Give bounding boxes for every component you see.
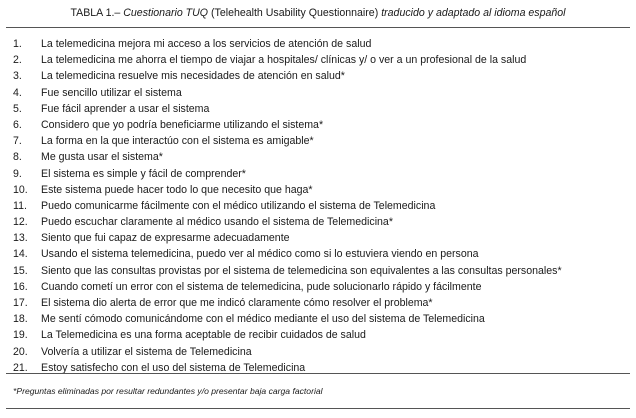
table-title-middle: (Telehealth Usability Questionnaire) [211, 7, 379, 19]
question-text: Puedo escuchar claramente al médico usando el sistema de Telemedicina* [41, 216, 393, 229]
question-number: 19. [13, 329, 28, 342]
question-text: Puedo comunicarme fácilmente con el médico utilizando el sistema de Telemedicina [41, 199, 436, 212]
top-rule [6, 27, 630, 28]
question-text: Estoy satisfecho con el uso del sistema de Telemedicina [41, 361, 306, 374]
question-number: 13. [13, 232, 28, 245]
question-item [0, 198, 636, 214]
footnote: *Preguntas eliminadas por resultar redundantes y/o presentar baja carga factorial [13, 386, 323, 396]
question-item [0, 263, 636, 279]
question-item [0, 101, 636, 117]
question-number: 4. [13, 86, 22, 99]
question-item [0, 52, 636, 68]
question-item [0, 36, 636, 52]
table-title-prefix: TABLA 1.– [70, 7, 121, 19]
question-item [0, 214, 636, 230]
question-number: 6. [13, 118, 22, 131]
question-text: Fue fácil aprender a usar el sistema [41, 102, 210, 115]
question-number: 8. [13, 151, 22, 164]
question-number: 14. [13, 248, 28, 261]
footnote-rule [6, 373, 630, 374]
question-item [0, 182, 636, 198]
question-item [0, 279, 636, 295]
question-number: 3. [13, 70, 22, 83]
table-title [0, 6, 636, 20]
question-text: La forma en la que interactúo con el sistema es amigable* [41, 135, 314, 148]
question-item [0, 149, 636, 165]
question-text: Me gusta usar el sistema* [41, 151, 163, 164]
question-item [0, 327, 636, 343]
question-number: 16. [13, 280, 28, 293]
question-number: 20. [13, 345, 28, 358]
question-item [0, 246, 636, 262]
question-text: La Telemedicina es una forma aceptable de recibir cuidados de salud [41, 329, 366, 342]
question-text: La telemedicina mejora mi acceso a los servicios de atención de salud [41, 38, 372, 50]
question-item [0, 295, 636, 311]
question-text: Usando el sistema telemedicina, puedo ver al médico como si lo estuviera viendo en persona [41, 248, 479, 261]
question-number: 11. [13, 199, 27, 212]
question-text: Considero que yo podría beneficiarme utilizando el sistema* [41, 118, 324, 131]
question-text: Cuando cometí un error con el sistema de telemedicina, pude solucionarlo rápido y fácilmente [41, 280, 482, 293]
question-text: Siento que las consultas provistas por el sistema de telemedicina son equivalentes a las consultas personales* [41, 264, 562, 277]
question-text: Este sistema puede hacer todo lo que necesito que haga* [41, 183, 313, 196]
question-item [0, 133, 636, 149]
question-item [0, 311, 636, 327]
table-title-suffix: traducido y adaptado al idioma español [381, 7, 566, 19]
question-number: 10. [13, 183, 28, 196]
question-list [0, 36, 636, 376]
question-number: 21. [13, 361, 28, 374]
bottom-rule [6, 408, 630, 409]
question-text: La telemedicina resuelve mis necesidades de atención en salud* [41, 70, 345, 83]
question-number: 15. [13, 264, 28, 277]
question-text: La telemedicina me ahorra el tiempo de viajar a hospitales/ clínicas y/ o ver a un profesional de la salud [41, 54, 527, 67]
question-text: Siento que fui capaz de expresarme adecuadamente [41, 232, 290, 245]
question-item [0, 230, 636, 246]
question-text: Fue sencillo utilizar el sistema [41, 86, 182, 99]
question-item [0, 117, 636, 133]
question-item [0, 85, 636, 101]
question-number: 17. [13, 297, 28, 309]
question-number: 5. [13, 102, 22, 115]
question-number: 2. [13, 54, 22, 67]
question-text: El sistema es simple y fácil de comprender* [41, 167, 246, 180]
question-item [0, 344, 636, 360]
question-number: 12. [13, 216, 28, 229]
question-text: El sistema dio alerta de error que me indicó claramente cómo resolver el problema* [41, 297, 433, 309]
question-item [0, 166, 636, 182]
table-title-italic: Cuestionario TUQ [123, 7, 209, 19]
question-item [0, 68, 636, 84]
question-text: Volvería a utilizar el sistema de Telemedicina [41, 345, 252, 358]
question-text: Me sentí cómodo comunicándome con el médico mediante el uso del sistema de Telemedicina [41, 313, 485, 326]
question-number: 7. [13, 135, 22, 148]
question-number: 18. [13, 313, 28, 326]
question-number: 9. [13, 167, 22, 180]
question-number: 1. [13, 38, 22, 50]
